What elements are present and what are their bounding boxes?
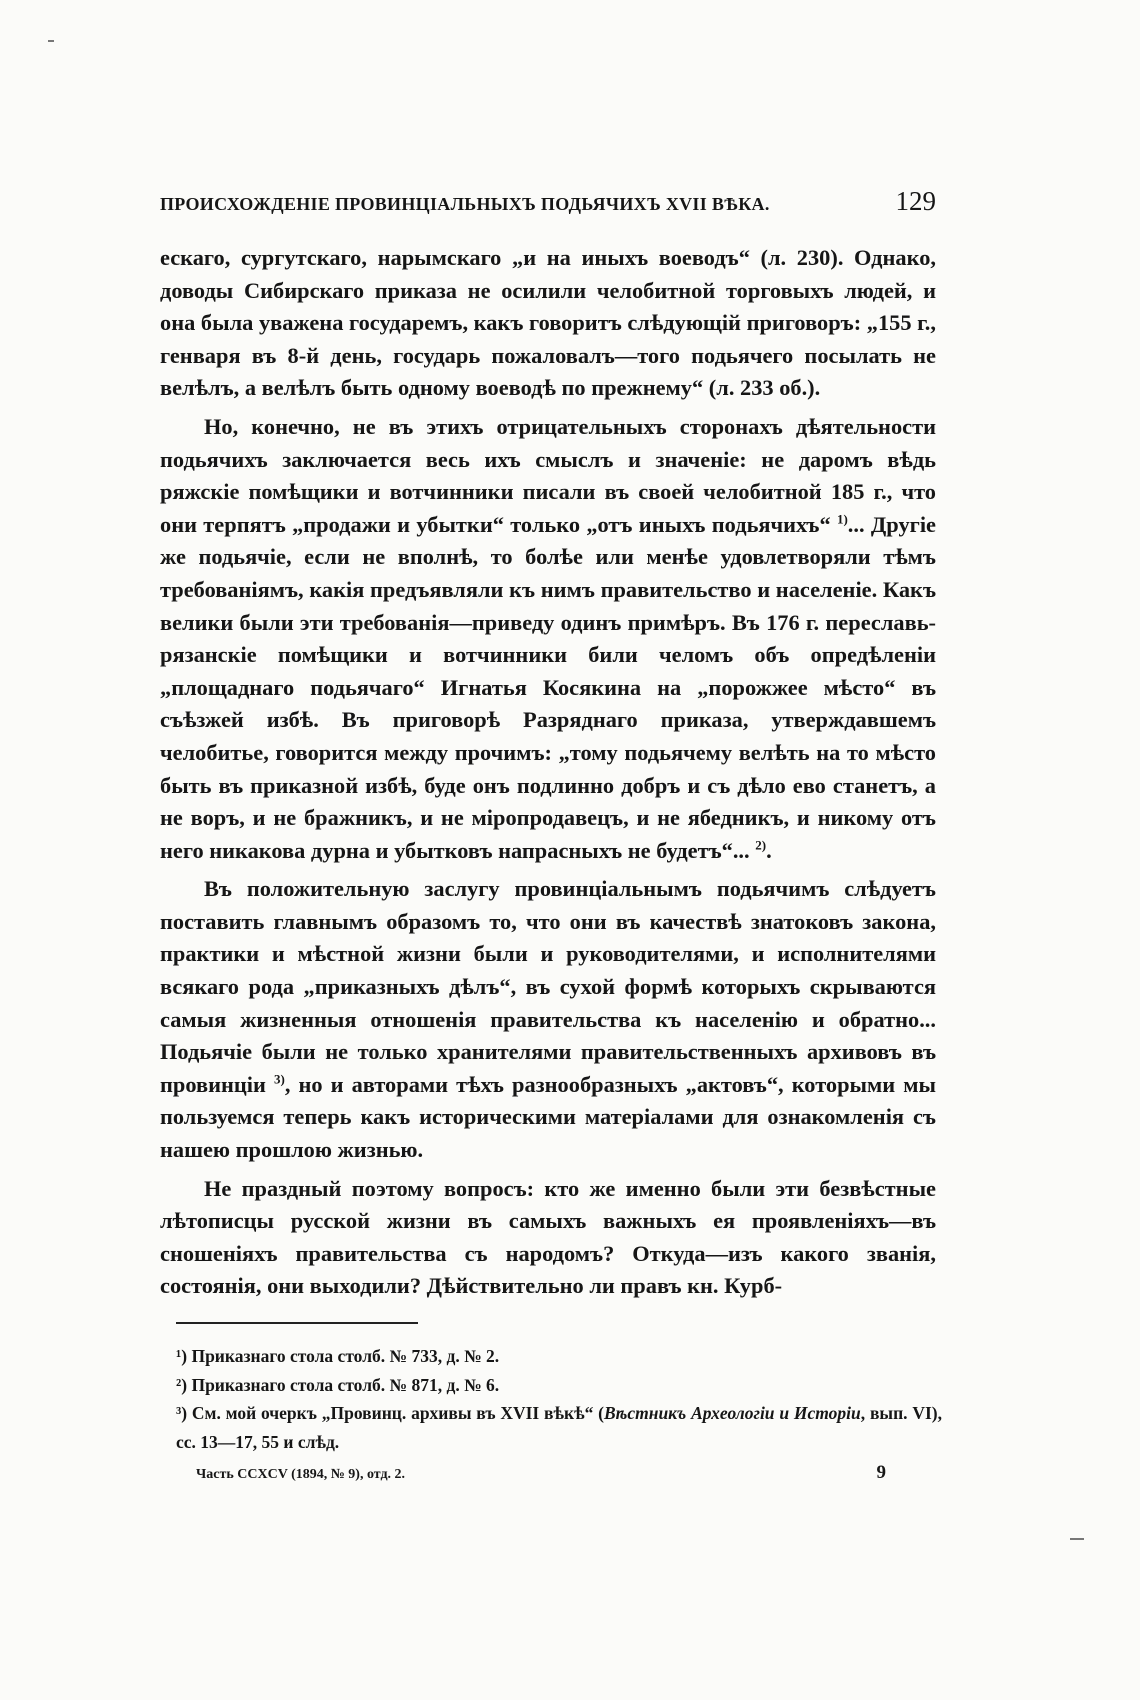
paragraph-2-text-a: Но, конечно, не въ этихъ отрицательныхъ сторонахъ дѣятельности подьячихъ заключается весь ихъ смыслъ и значеніе: не даромъ вѣдь ряжскіе помѣщики и вотчинники писали въ своей челобитной 185 г., что они терпятъ „продажи и убытки“ только „отъ иныхъ подьячихъ“ [160,413,936,537]
footnote-3-mark: ³) [176,1403,188,1423]
footnote-2-text: Приказнаго стола столб. № 871, д. № 6. [191,1374,500,1395]
page-header [160,186,936,222]
body-text [160,242,936,1309]
page-number: 129 [895,186,936,216]
running-title: ПРОИСХОЖДЕНІЕ ПРОВИНЦІАЛЬНЫХЪ ПОДЬЯЧИХЪ XVII ВѢКА. [160,194,770,214]
footnote-ref-1: 1) [836,511,848,527]
paragraph-2 [160,411,936,867]
footnote-3 [176,1399,942,1456]
footnote-ref-2: 2) [755,837,767,853]
footnote-3-journal-title: Вѣстникъ Археологіи и Исторіи [604,1403,861,1423]
footnote-1-text: Приказнаго стола столб. № 733, д. № 2. [191,1346,500,1366]
paragraph-4 [160,1173,936,1303]
page-footer [196,1462,886,1484]
paragraph-2-text-c: . [766,837,772,863]
footnote-ref-3: 3) [273,1071,285,1087]
scan-mark-bottom-right [1070,1538,1084,1540]
footnote-2 [176,1371,942,1400]
footnotes [176,1342,942,1456]
footnote-3-text-a: См. мой очеркъ „Провинц. архивы въ XVII вѣкѣ“ ( [191,1403,604,1423]
paragraph-1 [160,242,936,405]
paragraph-1-text: ескаго, сургутскаго, нарымскаго „и на иныхъ воеводъ“ (л. 230). Однако, доводы Сибирскаго приказа не осилили челобитной торговыхъ людей, и она была уважена государемъ, какъ говоритъ слѣдующій приговоръ: „155 г., генваря въ 8-й день, государь пожаловалъ—того подьячего посылать не велѣлъ, а велѣлъ быть одному воеводѣ по прежнему“ (л. 233 об.). [160,245,936,401]
scan-mark-top-left [48,40,54,42]
paragraph-3-text-a: Въ положительную заслугу провинціальнымъ подьячимъ слѣдуетъ поставить главнымъ образомъ то, что они въ качествѣ знатоковъ закона, практики и мѣстной жизни были и руководителями, и исполнителями всякаго рода „приказныхъ дѣлъ“, въ сухой формѣ которыхъ скрываются самыя жизненныя отношенія правительства къ населенію и обратно... Подьячіе были не только хранителями правительственныхъ архивовъ въ провинціи [160,876,936,1097]
paragraph-3 [160,873,936,1166]
footnote-separator [176,1322,418,1324]
sheet-number: 9 [876,1462,886,1483]
footnote-3-text-b: , вып. VI), сс. 13—17, 55 и слѣд. [176,1403,942,1452]
footnote-2-mark: ²) [176,1374,188,1395]
footnote-1 [176,1342,942,1371]
paragraph-4-text: Не праздный поэтому вопросъ: кто же именно были эти безвѣстные лѣтописцы русской жизни въ самыхъ важныхъ ея проявленіяхъ—въ сношеніяхъ правительства съ народомъ? Откуда—изъ какого званія, состоянія, они выходили? Дѣйствительно ли правъ кн. Курб- [160,1175,936,1299]
volume-signature: Часть CCXCV (1894, № 9), отд. 2. [196,1467,406,1482]
paragraph-3-text-b: , но и авторами тѣхъ разнообразныхъ „актовъ“, которыми мы пользуемся теперь какъ историческими матеріалами для ознакомленія съ нашею прошлою жизнью. [160,1071,936,1163]
footnote-1-mark: ¹) [176,1346,188,1366]
paragraph-2-text-b: ... Другіе же подьячіе, если не вполнѣ, то болѣе или менѣе удовлетворяли тѣмъ требованіямъ, какія предъявляли къ нимъ правительство и населеніе. Какъ велики были эти требованія—приведу одинъ примѣръ. Въ 176 г. переславь-рязанскіе помѣщики и вотчинники били челомъ объ опредѣленіи „площаднаго подьячаго“ Игнатья Косякина на „порожжее мѣсто“ въ съѣзжей избѣ. Въ приговорѣ Разряднаго приказа, утверждавшемъ челобитье, говорится между прочимъ: „тому подьячему велѣть на то мѣсто быть въ приказной избѣ, буде онъ подлинно добръ и съ дѣло ево станетъ, а не воръ, и не бражникъ, и не міропродавецъ, и не ябедникъ, и никому отъ него никакова дурна и убытковъ напрасныхъ не будетъ“... [160,511,936,863]
